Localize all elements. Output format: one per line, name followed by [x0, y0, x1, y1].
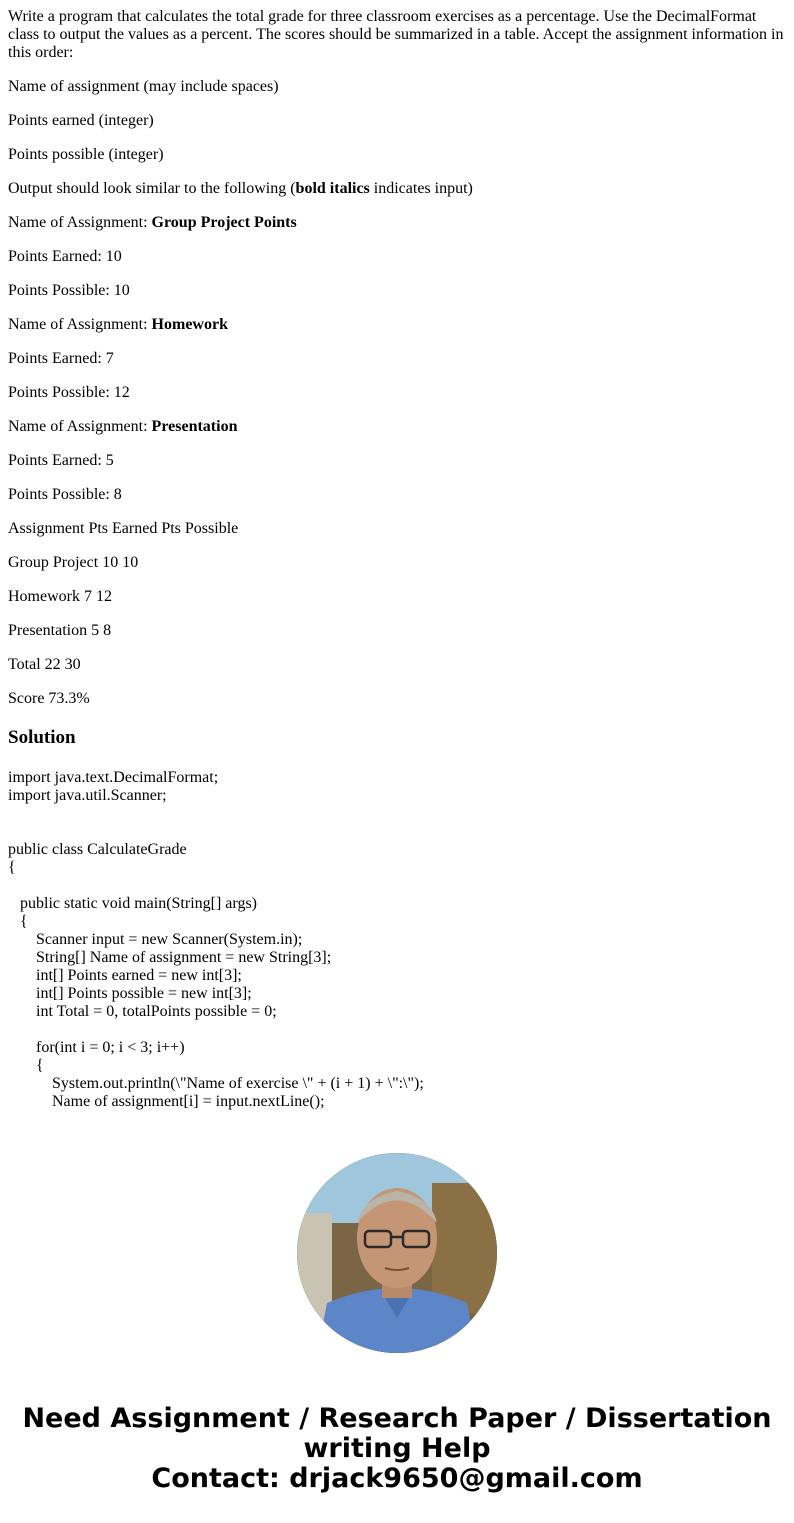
entry-name-line — [8, 214, 786, 232]
code-line: Name of assignment[i] = input.nextLine(); — [52, 1093, 325, 1110]
code-line: { — [36, 1057, 44, 1074]
output-note — [8, 180, 786, 198]
solution-heading: Solution — [8, 727, 76, 748]
entry-name-value: Presentation — [151, 418, 238, 435]
code-line: for(int i = 0; i < 3; i++) — [36, 1039, 185, 1056]
promo-contact: Contact: drjack9650@gmail.com — [151, 1463, 643, 1494]
entry-name-label: Name of Assignment: — [8, 214, 152, 231]
code-line: int[] Points earned = new int[3]; — [36, 967, 242, 984]
avatar-illustration — [297, 1153, 497, 1353]
code-line: public static void main(String[] args) — [20, 895, 257, 912]
author-avatar-photo — [297, 1153, 497, 1353]
summary-table-total: Total 22 30 — [8, 656, 81, 673]
entry-earned-line: Points Earned: 10 — [8, 248, 122, 265]
input-order-item: Name of assignment (may include spaces) — [8, 78, 279, 95]
question-intro: Write a program that calculates the total grade for three classroom exercises as a percentage. Use the DecimalFormat class to output the values as a percent. The scores should be summarized in a table. Accept the assignment information in this order: — [8, 8, 784, 61]
entry-name-label: Name of Assignment: — [8, 316, 152, 333]
entry-earned-line: Points Earned: 5 — [8, 452, 114, 469]
input-order-item: Points possible (integer) — [8, 146, 164, 163]
code-line: int Total = 0, totalPoints possible = 0; — [36, 1003, 277, 1020]
entry-earned-line: Points Earned: 7 — [8, 350, 114, 367]
avatar-carved-panel — [432, 1183, 497, 1313]
promo-banner — [0, 1404, 794, 1494]
entry-possible-line: Points Possible: 10 — [8, 282, 130, 299]
code-line — [8, 805, 786, 823]
output-note-suffix: indicates input) — [369, 180, 473, 197]
code-line: { — [8, 859, 16, 876]
entry-name-label: Name of Assignment: — [8, 418, 152, 435]
entry-name-value: Homework — [151, 316, 228, 333]
entry-possible-line: Points Possible: 8 — [8, 486, 122, 503]
output-note-bold: bold italics — [295, 180, 370, 197]
entry-name-line — [8, 316, 786, 334]
summary-table-header: Assignment Pts Earned Pts Possible — [8, 520, 239, 537]
code-line: Scanner input = new Scanner(System.in); — [36, 931, 303, 948]
question-content — [8, 8, 786, 1111]
code-line: public class CalculateGrade — [8, 841, 187, 858]
summary-table-row: Group Project 10 10 — [8, 554, 139, 571]
code-line: System.out.println(\"Name of exercise \" + (i + 1) + \":\"); — [52, 1075, 424, 1092]
code-line: { — [20, 913, 28, 930]
code-line: String[] Name of assignment = new String[3]; — [36, 949, 332, 966]
input-order-item: Points earned (integer) — [8, 112, 154, 129]
code-line — [8, 823, 786, 841]
code-line: import java.text.DecimalFormat; — [8, 769, 219, 786]
entry-possible-line: Points Possible: 12 — [8, 384, 130, 401]
code-line: import java.util.Scanner; — [8, 787, 167, 804]
entry-name-line — [8, 418, 786, 436]
code-line: int[] Points possible = new int[3]; — [36, 985, 252, 1002]
promo-line-2: writing Help — [303, 1433, 491, 1464]
output-note-prefix: Output should look similar to the following ( — [8, 180, 296, 197]
solution-code — [8, 769, 786, 1111]
entry-name-value: Group Project Points — [151, 214, 297, 231]
promo-line-1: Need Assignment / Research Paper / Dissertation — [22, 1403, 772, 1434]
code-line — [8, 877, 786, 895]
code-line — [8, 1021, 786, 1039]
summary-table-row: Presentation 5 8 — [8, 622, 112, 639]
summary-table-score: Score 73.3% — [8, 690, 90, 707]
summary-table-row: Homework 7 12 — [8, 588, 112, 605]
